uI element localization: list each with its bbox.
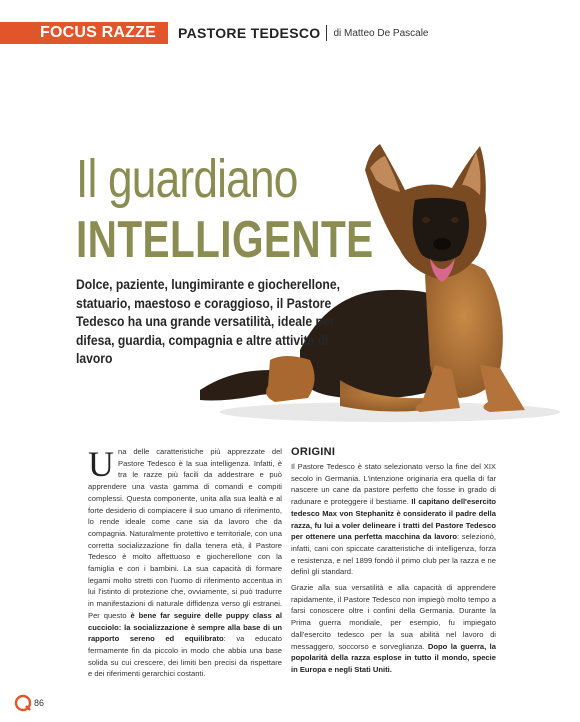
- body-paragraph: na delle caratteristiche più apprezzate del Pastore Tedesco è la sua intelligenza. Infatti, è tra le razze più facili da addestrare e può apprendere una vasta gamma di comandi e compiti complessi. Questa componente, unita alla sua lealtà e al forte desiderio di compiacere il suo umano di riferimento, lo rende ideale come cane sia da lavoro che da compagnia. Naturalmente protettivo e territoriale, con una corretta socializzazione fin dalla tenera età, il Pastore Tedesco è molto affettuoso e giocherellone con la famiglia e con i bambini. La sua capacità di formare legami molto stretti con l'uomo di riferimento accentua in lui l'istinto di protezione che, ovviamente, si può tradurre in manifestazioni di naturale diffidenza verso gli estranei. Per questo è bene far seguire delle puppy class al cucciolo: la socializzazione è sempre alla base di un rapporto sereno ed equilibrato: va educato fermamente fin da piccolo in modo che abbia una base solida su cui crescere, dei limiti ben precisi da rispettare e dei riferimenti gerarchici costanti.: [88, 447, 282, 679]
- author-byline: di Matteo De Pascale: [333, 27, 429, 39]
- page-number: 86: [34, 698, 45, 708]
- section-topic: PASTORE TEDESCO: [177, 25, 321, 41]
- article-title-line2: INTELLIGENTE: [76, 211, 374, 269]
- page-folio: [14, 694, 44, 712]
- article-lead: Dolce, paziente, lungimirante e giocherellone, statuario, maestoso e coraggioso, il Pastore Tedesco ha una grande versatilità, ideale per difesa, guardia, compagnia e altre attività di lavoro: [76, 277, 340, 366]
- body-column-left: [88, 446, 282, 684]
- section-badge: FOCUS RAZZE: [0, 22, 168, 44]
- drop-cap: U: [88, 444, 114, 484]
- body-column-right: [291, 446, 496, 680]
- header-divider: [326, 25, 327, 41]
- body-paragraph: Il Pastore Tedesco è stato selezionato verso la fine del XIX secolo in Germania. L'intenzione originaria era quella di far nascere un cane da pastore perfetto che fosse in grado di radunare e proteggere il bestiame. Il capitano dell'esercito tedesco Max von Stephanitz è considerato il padre della razza, fu lui a voler delineare i tratti del Pastore Tedesco per ottenere una perfetta macchina da lavoro: selezionò, infatti, cani con spiccate caratteristiche di intelligenza, forza e resistenza, e nel 1899 fondò il primo club per la razza e ne definì gli standard.: [291, 462, 497, 577]
- body-paragraph: Grazie alla sua versatilità e alla capacità di apprendere rapidamente, il Pastore Tedesco non impiegò molto tempo a farsi conoscere oltre i confini della Germania. Durante la Prima guerra mondiale, per esempio, fu impiegato dall'esercito tedesco per la sua abilità nel lavoro di messaggero, soccorso e sorveglianza. Dopo la guerra, la popolarità della razza esplose in tutto il mondo, specie in Europa e negli Stati Uniti.: [291, 583, 496, 674]
- magazine-logo-icon: [14, 694, 32, 712]
- page-header: [0, 22, 429, 44]
- section-heading-origini: ORIGINI: [291, 446, 336, 458]
- article-title-line1: Il guardiano: [76, 149, 298, 209]
